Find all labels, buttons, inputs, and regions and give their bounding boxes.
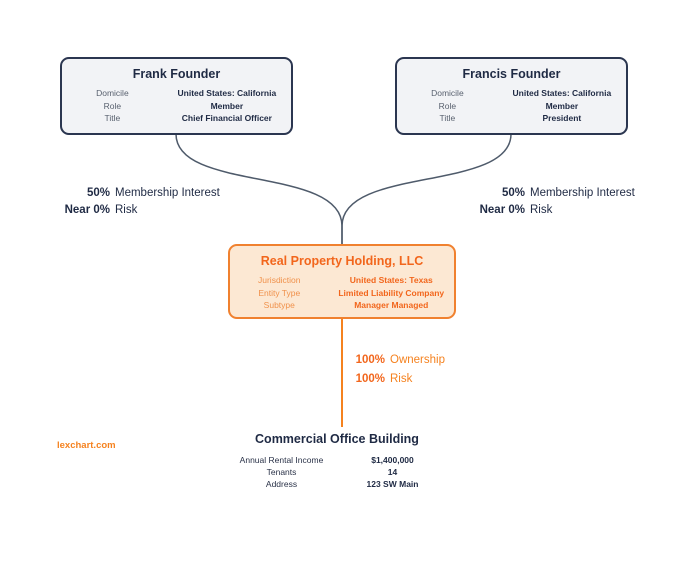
row-label: Title — [439, 113, 456, 123]
edge-label-francis-interest — [463, 185, 635, 219]
edge-label-ownership — [341, 351, 445, 389]
row-label: Address — [265, 479, 298, 489]
row-value: 14 — [387, 467, 398, 477]
row-value: United States: California — [512, 88, 612, 98]
node-commercial-office-building[interactable] — [226, 432, 448, 490]
node-title: Commercial Office Building — [255, 432, 419, 446]
row-value: President — [542, 113, 582, 123]
node-row — [62, 100, 291, 113]
row-value: Chief Financial Officer — [181, 113, 272, 123]
node-title: Real Property Holding, LLC — [260, 254, 424, 268]
row-value: $1,400,000 — [371, 455, 414, 465]
edge-label-line — [48, 202, 220, 219]
node-title: Frank Founder — [132, 67, 221, 81]
node-frank-founder[interactable] — [60, 57, 293, 135]
edge-label-frank-interest — [48, 185, 220, 219]
row-label: Tenants — [266, 467, 297, 477]
row-value: 123 SW Main — [366, 479, 419, 489]
row-label: Title — [104, 113, 121, 123]
edge-label-text: Risk — [530, 204, 553, 216]
edge-label-text: Risk — [115, 204, 138, 216]
row-label: Jurisdiction — [258, 275, 301, 285]
node-real-property-holding-llc[interactable] — [228, 244, 456, 319]
node-row — [397, 87, 626, 100]
edge-label-strong: Near 0% — [479, 204, 525, 216]
node-row — [230, 274, 454, 287]
edge-label-strong: 50% — [86, 187, 110, 199]
lexchart-watermark-link[interactable]: lexchart.com — [57, 440, 116, 451]
node-row — [230, 299, 454, 312]
edge-label-line — [48, 185, 220, 202]
row-label: Domicile — [96, 88, 129, 98]
row-label: Role — [103, 100, 122, 111]
row-value: Member — [545, 100, 579, 111]
row-label: Subtype — [263, 300, 295, 310]
row-label: Entity Type — [258, 287, 301, 298]
node-row — [397, 100, 626, 113]
row-label: Role — [438, 100, 457, 111]
node-row — [226, 478, 448, 490]
edge-label-text: Risk — [390, 373, 413, 385]
edge-label-strong: 100% — [355, 373, 385, 385]
row-value: United States: California — [177, 88, 277, 98]
node-francis-founder[interactable] — [395, 57, 628, 135]
row-label: Annual Rental Income — [239, 455, 324, 465]
row-value: United States: Texas — [349, 275, 433, 285]
node-row — [226, 466, 448, 478]
row-label: Domicile — [431, 88, 464, 98]
row-value: Member — [210, 100, 244, 111]
row-value: Limited Liability Company — [338, 287, 445, 298]
edge-label-strong: Near 0% — [64, 204, 110, 216]
edge-label-strong: 50% — [501, 187, 525, 199]
edge-label-line — [341, 351, 445, 370]
node-title: Francis Founder — [462, 67, 561, 81]
row-value: Manager Managed — [354, 300, 429, 310]
edge-label-text: Membership Interest — [115, 187, 220, 199]
edge-label-strong: 100% — [355, 354, 385, 366]
node-row — [226, 454, 448, 466]
edge-label-line — [463, 185, 635, 202]
edge-label-line — [341, 370, 445, 389]
node-row — [230, 287, 454, 300]
node-row — [397, 112, 626, 125]
edge-label-line — [463, 202, 635, 219]
edge-label-text: Membership Interest — [530, 187, 635, 199]
edge-label-text: Ownership — [390, 354, 445, 366]
node-row — [62, 112, 291, 125]
node-row — [62, 87, 291, 100]
